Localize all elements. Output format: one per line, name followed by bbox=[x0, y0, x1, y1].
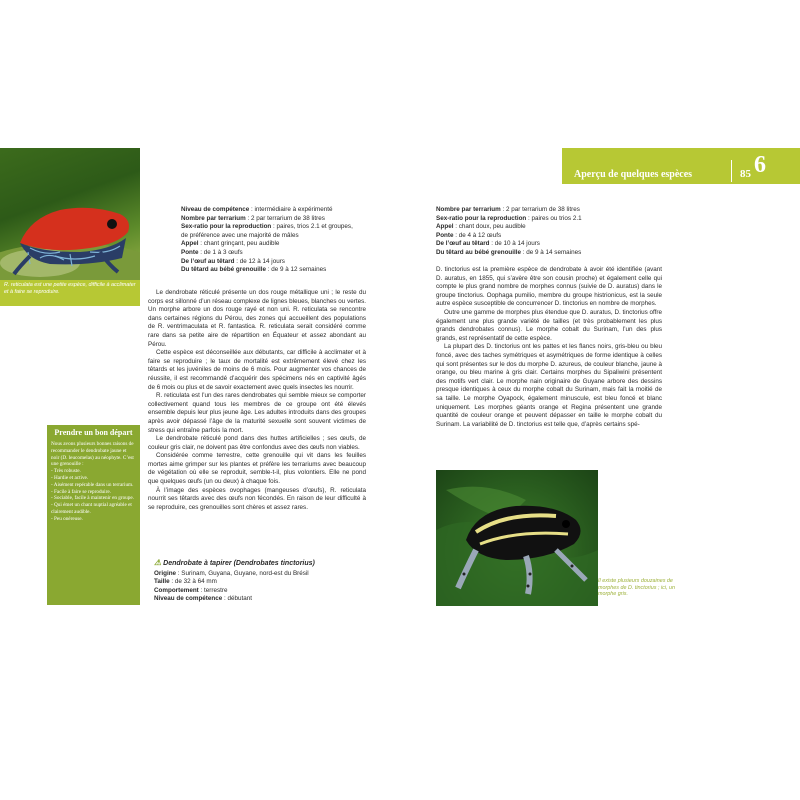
species-facts-tinctorius bbox=[436, 206, 656, 258]
body-text-left bbox=[148, 289, 366, 512]
fact-value: : paires ou trios 2.1 bbox=[526, 214, 582, 222]
warning-icon: ⚠ bbox=[154, 558, 162, 567]
header-divider bbox=[731, 160, 732, 182]
fact-value: : de 4 à 12 œufs bbox=[453, 231, 502, 239]
fact-value: : de 10 à 14 jours bbox=[489, 240, 540, 248]
fact-value: : de 9 à 12 semaines bbox=[266, 266, 327, 274]
fact-value: : Surinam, Guyana, Guyane, nord-est du Brésil bbox=[176, 569, 309, 577]
fact-value: : terrestre bbox=[198, 586, 228, 594]
photo-caption: Il existe plusieurs douzaines de morphes de D. tinctorius ; ici, un morphe gris. bbox=[598, 578, 675, 598]
sidebar-intro: Nous avons plusieurs bonnes raisons de recommander le dendrobate jaune et noir (D. leucomelas) au néophyte. C’est une grenouille : bbox=[51, 441, 134, 468]
fact-label: Comportement bbox=[154, 586, 199, 594]
list-item: - Hardie et active. bbox=[51, 474, 89, 481]
chapter-number: 6 bbox=[754, 152, 766, 178]
frog-photo-reticulata bbox=[0, 148, 140, 280]
frog-photo-tinctorius bbox=[436, 470, 598, 606]
page-number: 85 bbox=[740, 168, 751, 180]
fact-label: Nombre par terrarium bbox=[181, 214, 246, 222]
fact-label: Appel bbox=[181, 240, 199, 248]
paragraph: R. reticulata est l’un des rares dendrobates qui semble mieux se comporter collectivement quand tous les membres de ce groupe ont été élevés ensemble depuis leur plus jeune âge. Les adultes introduits dans des groupes après avoir dépassé l’âge de la maturité sexuelle sont souvent victimes de stress qui entraîne parfois la mort. bbox=[148, 392, 366, 434]
fact-label: Sex-ratio pour la reproduction bbox=[181, 223, 272, 231]
fact-label: Sex-ratio pour la reproduction bbox=[436, 214, 527, 222]
fact-label: Du têtard au bébé grenouille bbox=[181, 266, 267, 274]
paragraph: À l’image des espèces ovophages (mangeuses d’œufs), R. reticulata nourrit ses têtards avec des œufs non fécondés. En raison de leur difficulté à se reproduire, ces grenouilles sont chères et assez rares. bbox=[148, 486, 366, 511]
sidebar-box bbox=[47, 425, 140, 605]
fact-label: Ponte bbox=[181, 248, 199, 256]
fact-value: : intermédiaire à expérimenté bbox=[249, 206, 333, 213]
fact-value: : paires, trios 2.1 et groupes, de préférence avec une majorité de mâles bbox=[181, 223, 353, 239]
list-item: - Aisément repérable dans un terrarium. bbox=[51, 481, 134, 488]
paragraph: Outre une gamme de morphes plus étendue que D. auratus, D. tinctorius offre également une plus grande variété de tailles (et très probablement les plus grands dendrobates connus). Le morphe cobalt du Surinam, l’un des plus grands, est représentatif de cette espèce. bbox=[436, 308, 662, 342]
list-item: - Peu onéreuse. bbox=[51, 515, 83, 522]
fact-value: : de 9 à 14 semaines bbox=[521, 248, 582, 256]
fact-value: : de 1 à 3 œufs bbox=[198, 248, 243, 256]
sidebar-body bbox=[51, 441, 136, 523]
species-facts-reticulata bbox=[181, 206, 361, 275]
paragraph: D. tinctorius est la première espèce de dendrobate à avoir été identifiée (avant D. auratus, en 1855, qui s’avère être son cousin proche) et également celle qui compte le plus grand nombre de morphes connus (suivie de D. auratus) dans le groupe tinctorius. Oophaga pumilio, membre du groupe histrionicus, est la seule autre espèce susceptible de concurrencer D. tinctorius en nombre de morphes. bbox=[436, 266, 662, 308]
fact-label: Appel bbox=[436, 223, 454, 231]
photo-caption: R. reticulata est une petite espèce, difficile à acclimater et à faire se reproduire. bbox=[0, 280, 140, 306]
list-item: - Facile à faire se reproduire. bbox=[51, 488, 111, 495]
fact-label: De l’œuf au têtard bbox=[181, 257, 235, 265]
sidebar-title: Prendre un bon départ bbox=[54, 428, 133, 437]
fact-value: : 2 par terrarium de 38 litres bbox=[500, 206, 580, 213]
header-title: Aperçu de quelques espèces bbox=[574, 169, 693, 180]
fact-label: Niveau de compétence bbox=[154, 595, 223, 603]
species-heading: Dendrobate à tapirer (Dendrobates tinctorius) bbox=[163, 560, 315, 567]
paragraph: Cette espèce est déconseillée aux débutants, car difficile à acclimater et à faire se reproduire ; le taux de mortalité est extrêmement élevé chez les têtards et les juvéniles de moins de 6 mois. Pour augmenter vos chances de réussite, il est recommandé d’acquérir des spécimens nés en captivité âgés de 6 mois ou plus et de savoir exactement avec quels insectes les nourrir. bbox=[148, 349, 366, 391]
fact-label: Niveau de compétence bbox=[181, 206, 250, 213]
fact-value: : débutant bbox=[222, 595, 253, 603]
list-item: - Très robuste. bbox=[51, 468, 81, 475]
fact-value: : de 12 à 14 jours bbox=[234, 257, 285, 265]
species-block-tinctorius bbox=[154, 559, 368, 604]
fact-label: De l’œuf au têtard bbox=[436, 240, 490, 248]
fact-label: Taille bbox=[154, 578, 170, 586]
fact-value: : de 32 à 64 mm bbox=[169, 578, 217, 586]
paragraph: Le dendrobate réticulé présente un dos rouge métallique uni ; le reste du corps est sillonné d’un réseau complexe de lignes bleues, blanches ou vertes. Un morphe arbore un dos rouge rayé et non uni. R. reticulata se rencontre dans certaines régions du Pérou, des zones qui accueillent des populations de R. ventrimaculata et R. fantastica. R. reticulata serait considéré comme rare dans sa petite aire de répartition en Équateur et assez abondant au Pérou. bbox=[148, 289, 366, 348]
fact-value: : 2 par terrarium de 38 litres bbox=[245, 214, 325, 222]
fact-label: Nombre par terrarium bbox=[436, 206, 501, 213]
paragraph: Considérée comme terrestre, cette grenouille qui vit dans les feuilles mortes aime grimper sur les plantes et préfère les terrariums avec beaucoup de végétation où elle se reproduit, semble-t-il, plus volontiers. Elle ne pond que quelques œufs (un ou deux) à chaque fois. bbox=[148, 452, 366, 486]
fact-label: Ponte bbox=[436, 231, 454, 239]
fact-label: Origine bbox=[154, 569, 177, 577]
fact-value: : chant grinçant, peu audible bbox=[198, 240, 280, 248]
list-item: - Qui émet un chant nuptial agréable et clairement audible. bbox=[51, 502, 132, 515]
paragraph: La plupart des D. tinctorius ont les pattes et les flancs noirs, gris-bleu ou bleu foncé, avec des taches symétriques et asymétriques de forme identique à celles qui sont présentes sur le dos du morphe D. azureus, de couleur blanche, jaune à orange, ou bleu marine à gris clair. Certains morphes du Sipaliwini présentent des motifs vert clair. Le morphe nain originaire de Guyane arbore des dessins presque identiques à ceux du morphe cobalt du Surinam, mais fait la moitié de sa taille. Le morphe Oyapock, également minuscule, est bleu foncé et blanc uniquement. Les morphes géants orange et Regina présentent une grande quantité de couleur orange et peuvent dépasser en taille le morphe cobalt du Surinam. La variabilité de D. tinctorius est telle que, d’après certains spé- bbox=[436, 343, 662, 428]
paragraph: Le dendrobate réticulé pond dans des huttes artificielles ; ses œufs, de couleur gris clair, ne doivent pas être confondus avec des œufs non viables. bbox=[148, 435, 366, 451]
fact-label: Du têtard au bébé grenouille bbox=[436, 248, 522, 256]
list-item: - Sociable, facile à maintenir en groupe. bbox=[51, 495, 134, 502]
body-text-right bbox=[436, 266, 662, 429]
fact-value: : chant doux, peu audible bbox=[453, 223, 526, 231]
